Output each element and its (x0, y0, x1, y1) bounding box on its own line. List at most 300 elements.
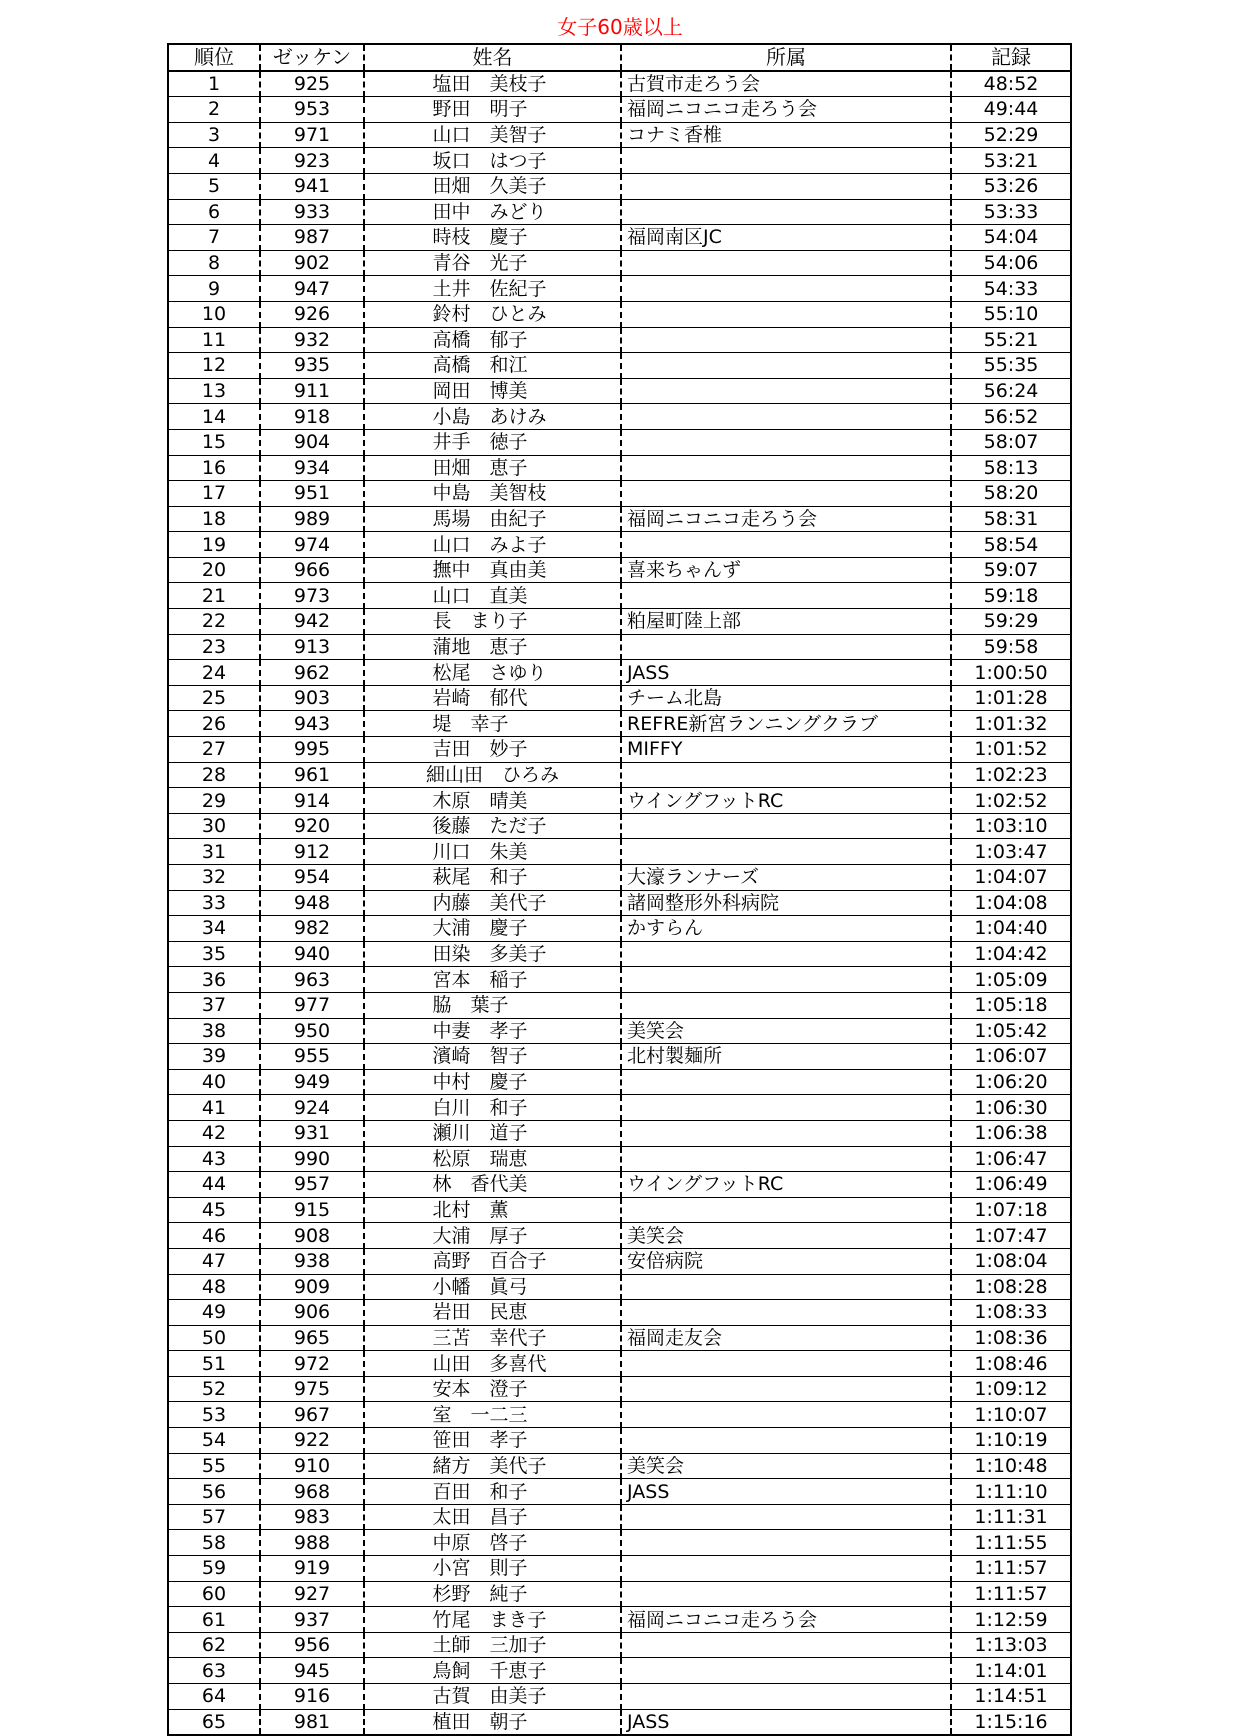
cell-bib: 947 (260, 276, 364, 302)
cell-bib: 937 (260, 1607, 364, 1633)
cell-time: 1:11:55 (951, 1530, 1071, 1556)
cell-club (621, 1632, 951, 1658)
runner-name: 山口 直美 (432, 584, 528, 607)
table-row (168, 941, 1071, 967)
cell-bib: 971 (260, 122, 364, 148)
runner-name: 杉野 純子 (432, 1582, 528, 1605)
cell-rank: 6 (168, 199, 260, 225)
table-row (168, 1274, 1071, 1300)
cell-bib: 922 (260, 1428, 364, 1454)
header-bib: ゼッケン (260, 44, 364, 71)
cell-name (364, 276, 621, 302)
cell-time: 1:01:52 (951, 737, 1071, 763)
cell-club (621, 1684, 951, 1710)
cell-time: 1:11:57 (951, 1581, 1071, 1607)
cell-time: 1:13:03 (951, 1632, 1071, 1658)
cell-bib: 906 (260, 1300, 364, 1326)
cell-time: 1:10:48 (951, 1453, 1071, 1479)
cell-bib: 912 (260, 839, 364, 865)
cell-club (621, 148, 951, 174)
cell-bib: 974 (260, 532, 364, 558)
cell-rank: 19 (168, 532, 260, 558)
cell-time: 58:13 (951, 455, 1071, 481)
cell-rank: 38 (168, 1018, 260, 1044)
cell-name (364, 813, 621, 839)
cell-bib: 924 (260, 1095, 364, 1121)
cell-bib: 990 (260, 1146, 364, 1172)
cell-club: 福岡ニコニコ走ろう会 (621, 97, 951, 123)
runner-name: 長 まり子 (432, 610, 528, 633)
cell-club: REFRE新宮ランニングクラブ (621, 711, 951, 737)
cell-rank: 2 (168, 97, 260, 123)
cell-rank: 50 (168, 1325, 260, 1351)
table-row (168, 660, 1071, 686)
cell-time: 1:06:47 (951, 1146, 1071, 1172)
cell-rank: 57 (168, 1504, 260, 1530)
table-row (168, 1376, 1071, 1402)
cell-club: 美笑会 (621, 1223, 951, 1249)
cell-club (621, 301, 951, 327)
cell-rank: 26 (168, 711, 260, 737)
cell-club (621, 967, 951, 993)
table-row (168, 1556, 1071, 1582)
runner-name: 山田 多喜代 (432, 1352, 547, 1375)
cell-name (364, 1146, 621, 1172)
cell-rank: 59 (168, 1556, 260, 1582)
table-row (168, 788, 1071, 814)
cell-name (364, 941, 621, 967)
cell-club (621, 404, 951, 430)
cell-name (364, 685, 621, 711)
cell-time: 1:07:47 (951, 1223, 1071, 1249)
cell-name (364, 1479, 621, 1505)
runner-name: 田畑 久美子 (432, 175, 547, 198)
cell-time: 53:21 (951, 148, 1071, 174)
cell-rank: 55 (168, 1453, 260, 1479)
table-row (168, 1351, 1071, 1377)
runner-name: 蒲地 恵子 (432, 635, 528, 658)
header-time: 記録 (951, 44, 1071, 71)
runner-name: 撫中 真由美 (432, 559, 547, 582)
cell-rank: 32 (168, 865, 260, 891)
cell-rank: 23 (168, 634, 260, 660)
cell-club (621, 1428, 951, 1454)
cell-name (364, 148, 621, 174)
cell-bib: 920 (260, 813, 364, 839)
cell-name (364, 1632, 621, 1658)
table-row (168, 992, 1071, 1018)
runner-name: 小島 あけみ (432, 405, 547, 428)
cell-bib: 988 (260, 1530, 364, 1556)
cell-bib: 925 (260, 71, 364, 97)
cell-name (364, 532, 621, 558)
cell-rank: 53 (168, 1402, 260, 1428)
cell-name (364, 1607, 621, 1633)
cell-rank: 43 (168, 1146, 260, 1172)
table-row (168, 1223, 1071, 1249)
cell-time: 48:52 (951, 71, 1071, 97)
cell-name (364, 660, 621, 686)
cell-bib: 943 (260, 711, 364, 737)
table-row (168, 122, 1071, 148)
cell-rank: 5 (168, 173, 260, 199)
cell-club (621, 1146, 951, 1172)
cell-club: 諸岡整形外科病院 (621, 890, 951, 916)
cell-time: 1:06:38 (951, 1120, 1071, 1146)
cell-rank: 37 (168, 992, 260, 1018)
cell-name (364, 609, 621, 635)
table-row (168, 762, 1071, 788)
cell-rank: 45 (168, 1197, 260, 1223)
cell-rank: 13 (168, 378, 260, 404)
cell-rank: 29 (168, 788, 260, 814)
runner-name: 高野 百合子 (432, 1250, 547, 1273)
cell-time: 55:35 (951, 353, 1071, 379)
cell-club: JASS (621, 660, 951, 686)
cell-time: 1:05:09 (951, 967, 1071, 993)
cell-bib: 919 (260, 1556, 364, 1582)
cell-bib: 931 (260, 1120, 364, 1146)
cell-time: 1:08:28 (951, 1274, 1071, 1300)
cell-club (621, 941, 951, 967)
runner-name: 岩崎 郁代 (432, 687, 528, 710)
cell-club: 古賀市走ろう会 (621, 71, 951, 97)
table-row (168, 1658, 1071, 1684)
cell-time: 1:06:49 (951, 1172, 1071, 1198)
cell-rank: 3 (168, 122, 260, 148)
cell-name (364, 1300, 621, 1326)
runner-name: 松原 瑞恵 (432, 1147, 528, 1170)
cell-rank: 35 (168, 941, 260, 967)
cell-rank: 51 (168, 1351, 260, 1377)
cell-club: ウイングフットRC (621, 788, 951, 814)
runner-name: 後藤 ただ子 (432, 815, 547, 838)
runner-name: 木原 晴美 (432, 789, 528, 812)
cell-rank: 63 (168, 1658, 260, 1684)
runner-name: 土師 三加子 (432, 1634, 547, 1657)
cell-time: 1:10:07 (951, 1402, 1071, 1428)
table-row (168, 1402, 1071, 1428)
table-row (168, 634, 1071, 660)
cell-rank: 36 (168, 967, 260, 993)
cell-bib: 934 (260, 455, 364, 481)
cell-club (621, 353, 951, 379)
runner-name: 竹尾 まき子 (432, 1608, 547, 1631)
cell-name (364, 481, 621, 507)
cell-name (364, 173, 621, 199)
cell-rank: 54 (168, 1428, 260, 1454)
cell-bib: 913 (260, 634, 364, 660)
cell-bib: 909 (260, 1274, 364, 1300)
cell-time: 1:12:59 (951, 1607, 1071, 1633)
table-row (168, 1504, 1071, 1530)
runner-name: 青谷 光子 (432, 252, 528, 275)
table-row (168, 1325, 1071, 1351)
cell-bib: 948 (260, 890, 364, 916)
cell-rank: 42 (168, 1120, 260, 1146)
cell-club (621, 634, 951, 660)
cell-name (364, 1325, 621, 1351)
cell-club (621, 532, 951, 558)
cell-bib: 911 (260, 378, 364, 404)
cell-bib: 945 (260, 1658, 364, 1684)
runner-name: 大浦 厚子 (432, 1224, 528, 1247)
cell-rank: 56 (168, 1479, 260, 1505)
cell-name (364, 1556, 621, 1582)
cell-time: 52:29 (951, 122, 1071, 148)
cell-time: 1:03:10 (951, 813, 1071, 839)
cell-rank: 49 (168, 1300, 260, 1326)
table-row (168, 1300, 1071, 1326)
cell-name (364, 378, 621, 404)
cell-time: 59:07 (951, 557, 1071, 583)
runner-name: 脇 葉子 (432, 994, 509, 1017)
runner-name: 笹田 孝子 (432, 1429, 528, 1452)
runner-name: 三苫 幸代子 (432, 1326, 547, 1349)
table-row (168, 378, 1071, 404)
cell-club (621, 327, 951, 353)
table-row (168, 481, 1071, 507)
cell-rank: 65 (168, 1709, 260, 1735)
table-row (168, 1581, 1071, 1607)
runner-name: 山口 みよ子 (432, 533, 547, 556)
cell-bib: 904 (260, 429, 364, 455)
runner-name: 細山田 ひろみ (425, 763, 559, 786)
table-row (168, 301, 1071, 327)
runner-name: 安本 澄子 (432, 1378, 528, 1401)
table-row (168, 199, 1071, 225)
cell-club: コナミ香椎 (621, 122, 951, 148)
cell-club (621, 429, 951, 455)
cell-rank: 48 (168, 1274, 260, 1300)
table-row (168, 173, 1071, 199)
cell-name (364, 353, 621, 379)
cell-time: 1:01:32 (951, 711, 1071, 737)
table-row (168, 1095, 1071, 1121)
cell-rank: 62 (168, 1632, 260, 1658)
cell-club (621, 276, 951, 302)
cell-rank: 10 (168, 301, 260, 327)
cell-bib: 961 (260, 762, 364, 788)
cell-time: 1:05:42 (951, 1018, 1071, 1044)
cell-bib: 981 (260, 1709, 364, 1735)
cell-club (621, 1504, 951, 1530)
cell-bib: 983 (260, 1504, 364, 1530)
cell-club: 大濠ランナーズ (621, 865, 951, 891)
cell-bib: 953 (260, 97, 364, 123)
table-row (168, 839, 1071, 865)
cell-bib: 956 (260, 1632, 364, 1658)
cell-name (364, 199, 621, 225)
cell-time: 1:06:20 (951, 1069, 1071, 1095)
cell-name (364, 301, 621, 327)
page-title: 女子60歳以上 (557, 15, 683, 39)
cell-bib: 973 (260, 583, 364, 609)
table-row (168, 1120, 1071, 1146)
table-row (168, 71, 1071, 97)
cell-time: 1:15:16 (951, 1709, 1071, 1735)
cell-time: 1:14:01 (951, 1658, 1071, 1684)
table-row (168, 865, 1071, 891)
cell-time: 1:01:28 (951, 685, 1071, 711)
cell-rank: 52 (168, 1376, 260, 1402)
table-row (168, 1632, 1071, 1658)
table-row (168, 583, 1071, 609)
header-rank: 順位 (168, 44, 260, 71)
cell-name (364, 1453, 621, 1479)
table-row (168, 429, 1071, 455)
cell-rank: 12 (168, 353, 260, 379)
table-row (168, 1197, 1071, 1223)
cell-rank: 15 (168, 429, 260, 455)
cell-time: 1:10:19 (951, 1428, 1071, 1454)
table-row (168, 1248, 1071, 1274)
cell-club (621, 173, 951, 199)
cell-club (621, 199, 951, 225)
cell-club: 粕屋町陸上部 (621, 609, 951, 635)
cell-time: 54:33 (951, 276, 1071, 302)
cell-club: JASS (621, 1479, 951, 1505)
table-row (168, 148, 1071, 174)
cell-bib: 962 (260, 660, 364, 686)
cell-club: ウイングフットRC (621, 1172, 951, 1198)
cell-club: チーム北島 (621, 685, 951, 711)
runner-name: 堤 幸子 (432, 712, 509, 735)
runner-name: 白川 和子 (432, 1096, 528, 1119)
cell-name (364, 225, 621, 251)
runner-name: 古賀 由美子 (432, 1685, 547, 1708)
cell-bib: 950 (260, 1018, 364, 1044)
cell-bib: 966 (260, 557, 364, 583)
cell-name (364, 1197, 621, 1223)
cell-name (364, 71, 621, 97)
cell-name (364, 634, 621, 660)
cell-bib: 926 (260, 301, 364, 327)
cell-time: 1:08:46 (951, 1351, 1071, 1377)
runner-name: 松尾 さゆり (432, 661, 547, 684)
cell-bib: 963 (260, 967, 364, 993)
cell-rank: 58 (168, 1530, 260, 1556)
cell-bib: 908 (260, 1223, 364, 1249)
cell-bib: 938 (260, 1248, 364, 1274)
cell-rank: 14 (168, 404, 260, 430)
cell-club (621, 1402, 951, 1428)
cell-club (621, 1069, 951, 1095)
table-row (168, 967, 1071, 993)
table-row (168, 1069, 1071, 1095)
table-row (168, 1018, 1071, 1044)
cell-bib: 914 (260, 788, 364, 814)
cell-rank: 64 (168, 1684, 260, 1710)
cell-club (621, 583, 951, 609)
cell-bib: 995 (260, 737, 364, 763)
cell-rank: 30 (168, 813, 260, 839)
runner-name: 鈴村 ひとみ (432, 303, 547, 326)
cell-time: 55:21 (951, 327, 1071, 353)
cell-club (621, 1197, 951, 1223)
table-row (168, 404, 1071, 430)
cell-bib: 968 (260, 1479, 364, 1505)
cell-name (364, 455, 621, 481)
cell-name (364, 1684, 621, 1710)
cell-rank: 61 (168, 1607, 260, 1633)
runner-name: 萩尾 和子 (432, 866, 528, 889)
runner-name: 田染 多美子 (432, 943, 547, 966)
cell-club (621, 378, 951, 404)
cell-time: 1:07:18 (951, 1197, 1071, 1223)
cell-name (364, 1095, 621, 1121)
cell-name (364, 1223, 621, 1249)
cell-name (364, 1018, 621, 1044)
runner-name: 岩田 民恵 (432, 1301, 528, 1324)
cell-rank: 1 (168, 71, 260, 97)
cell-time: 1:08:36 (951, 1325, 1071, 1351)
cell-bib: 903 (260, 685, 364, 711)
table-row (168, 813, 1071, 839)
cell-time: 1:08:33 (951, 1300, 1071, 1326)
cell-time: 59:29 (951, 609, 1071, 635)
table-row (168, 250, 1071, 276)
table-row (168, 1172, 1071, 1198)
runner-name: 岡田 博美 (432, 380, 528, 403)
cell-rank: 11 (168, 327, 260, 353)
table-row (168, 609, 1071, 635)
cell-time: 1:04:07 (951, 865, 1071, 891)
cell-name (364, 583, 621, 609)
cell-time: 1:11:31 (951, 1504, 1071, 1530)
header-name: 姓名 (364, 44, 621, 71)
runner-name: 小幡 眞弓 (432, 1275, 528, 1298)
cell-rank: 44 (168, 1172, 260, 1198)
cell-name (364, 737, 621, 763)
runner-name: 大浦 慶子 (432, 917, 528, 940)
cell-rank: 7 (168, 225, 260, 251)
cell-club (621, 839, 951, 865)
cell-name (364, 1504, 621, 1530)
cell-time: 1:04:08 (951, 890, 1071, 916)
cell-name (364, 250, 621, 276)
cell-rank: 8 (168, 250, 260, 276)
cell-name (364, 97, 621, 123)
cell-bib: 902 (260, 250, 364, 276)
cell-club (621, 813, 951, 839)
cell-bib: 957 (260, 1172, 364, 1198)
cell-club (621, 1120, 951, 1146)
cell-club: JASS (621, 1709, 951, 1735)
cell-name (364, 992, 621, 1018)
table-row (168, 1530, 1071, 1556)
cell-rank: 28 (168, 762, 260, 788)
cell-rank: 4 (168, 148, 260, 174)
cell-rank: 21 (168, 583, 260, 609)
cell-name (364, 429, 621, 455)
runner-name: 植田 朝子 (432, 1710, 528, 1733)
table-row (168, 225, 1071, 251)
cell-time: 1:02:23 (951, 762, 1071, 788)
table-row (168, 353, 1071, 379)
cell-name (364, 1428, 621, 1454)
cell-bib: 965 (260, 1325, 364, 1351)
cell-club (621, 1095, 951, 1121)
table-row (168, 327, 1071, 353)
cell-bib: 916 (260, 1684, 364, 1710)
table-row (168, 1479, 1071, 1505)
table-row (168, 1428, 1071, 1454)
table-row (168, 1684, 1071, 1710)
runner-name: 太田 昌子 (432, 1506, 528, 1529)
cell-bib: 918 (260, 404, 364, 430)
cell-rank: 24 (168, 660, 260, 686)
